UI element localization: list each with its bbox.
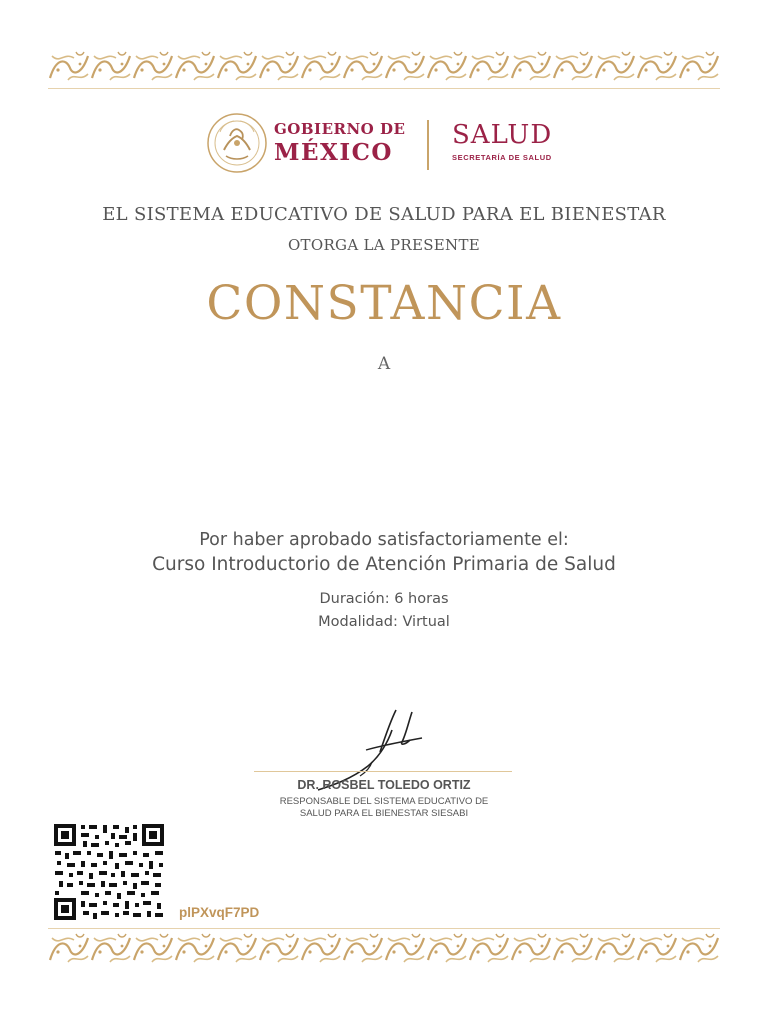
gobierno-line2: MÉXICO	[274, 139, 393, 166]
signer-role-line1: RESPONSABLE DEL SISTEMA EDUCATIVO DE	[279, 796, 489, 807]
reason-text: Por haber aprobado satisfactoriamente el:	[199, 530, 569, 550]
ornament-pattern	[48, 932, 720, 966]
top-rule	[48, 88, 720, 89]
logo-header	[0, 112, 768, 176]
gobierno-de-mexico-logo	[274, 122, 405, 164]
verification-code: plPXvqF7PD	[179, 905, 260, 920]
signer-role-line2: SALUD PARA EL BIENESTAR SIESABI	[299, 808, 469, 819]
bottom-ornament-band	[48, 932, 720, 966]
ornament-pattern	[48, 50, 720, 84]
course-modality: Modalidad: Virtual	[318, 614, 450, 630]
course-duration: Duración: 6 horas	[319, 591, 449, 607]
salud-logo	[452, 122, 552, 162]
top-ornament-band	[48, 50, 720, 84]
bottom-rule	[48, 928, 720, 929]
gobierno-line1: GOBIERNO DE	[274, 120, 406, 138]
course-name: Curso Introductorio de Atención Primaria de Salud	[152, 554, 616, 575]
coat-of-arms-icon	[206, 112, 268, 174]
signature-line	[254, 771, 512, 772]
secretaria-label: SECRETARÍA DE SALUD	[452, 153, 552, 162]
grants-heading: OTORGA LA PRESENTE	[287, 236, 481, 254]
qr-code-icon	[53, 823, 165, 921]
salud-wordmark: SALUD	[452, 120, 553, 150]
recipient-prefix: A	[377, 354, 391, 374]
certificate-title: CONSTANCIA	[206, 276, 562, 331]
issuer-heading: EL SISTEMA EDUCATIVO DE SALUD PARA EL BIENESTAR	[102, 204, 666, 225]
signer-name: DR. ROSBEL TOLEDO ORTIZ	[297, 778, 471, 792]
logo-divider	[427, 120, 429, 170]
